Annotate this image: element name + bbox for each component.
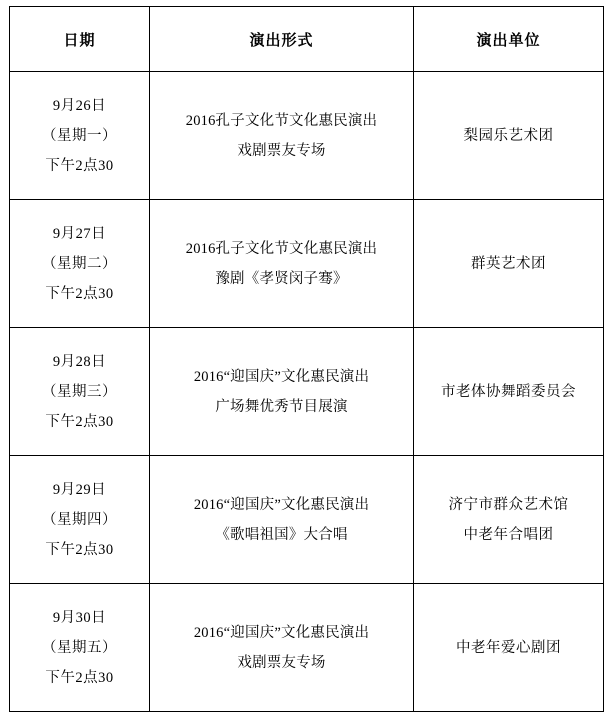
unit-line: 中老年合唱团 [463, 526, 554, 543]
unit-line: 群英艺术团 [471, 255, 546, 272]
cell-unit [414, 456, 604, 584]
time-line: 下午2点30 [45, 285, 114, 302]
cell-form [150, 456, 414, 584]
cell-form [150, 200, 414, 328]
cell-date [10, 72, 150, 200]
date-line: 9月28日 [52, 353, 107, 370]
unit-line: 市老体协舞蹈委员会 [441, 383, 576, 400]
cell-unit [414, 200, 604, 328]
form-line: 2016“迎国庆”文化惠民演出 [193, 368, 370, 385]
time-line: 下午2点30 [45, 669, 114, 686]
table-row [10, 584, 604, 712]
date-line: 9月30日 [52, 609, 107, 626]
weekday-line: （星期四） [42, 511, 117, 528]
form-line: 2016“迎国庆”文化惠民演出 [193, 624, 370, 641]
weekday-line: （星期五） [42, 639, 117, 656]
table-header-row [10, 7, 604, 72]
cell-unit [414, 584, 604, 712]
cell-form [150, 328, 414, 456]
column-header-form: 演出形式 [150, 7, 414, 72]
cell-form [150, 72, 414, 200]
unit-line: 梨园乐艺术团 [463, 127, 554, 144]
cell-date [10, 456, 150, 584]
time-line: 下午2点30 [45, 157, 114, 174]
cell-form [150, 584, 414, 712]
performance-schedule-table [9, 6, 604, 712]
table-body [10, 72, 604, 712]
form-line: 2016“迎国庆”文化惠民演出 [193, 496, 370, 513]
weekday-line: （星期一） [42, 127, 117, 144]
table-row [10, 72, 604, 200]
form-line: 戏剧票友专场 [237, 654, 326, 671]
table-row [10, 328, 604, 456]
form-line: 戏剧票友专场 [237, 142, 326, 159]
form-line: 《歌唱祖国》大合唱 [215, 526, 348, 543]
date-line: 9月29日 [52, 481, 107, 498]
date-line: 9月26日 [52, 97, 107, 114]
table-row [10, 456, 604, 584]
form-line: 广场舞优秀节目展演 [215, 398, 348, 415]
weekday-line: （星期二） [42, 255, 117, 272]
column-header-date: 日期 [10, 7, 150, 72]
cell-unit [414, 328, 604, 456]
form-line: 豫剧《孝贤闵子骞》 [215, 270, 348, 287]
time-line: 下午2点30 [45, 541, 114, 558]
weekday-line: （星期三） [42, 383, 117, 400]
unit-line: 中老年爱心剧团 [456, 639, 561, 656]
table-row [10, 200, 604, 328]
date-line: 9月27日 [52, 225, 107, 242]
cell-date [10, 328, 150, 456]
unit-line: 济宁市群众艺术馆 [448, 496, 569, 513]
cell-date [10, 584, 150, 712]
form-line: 2016孔子文化节文化惠民演出 [185, 112, 378, 129]
form-line: 2016孔子文化节文化惠民演出 [185, 240, 378, 257]
cell-unit [414, 72, 604, 200]
table-header [10, 7, 604, 72]
cell-date [10, 200, 150, 328]
time-line: 下午2点30 [45, 413, 114, 430]
column-header-unit: 演出单位 [414, 7, 604, 72]
